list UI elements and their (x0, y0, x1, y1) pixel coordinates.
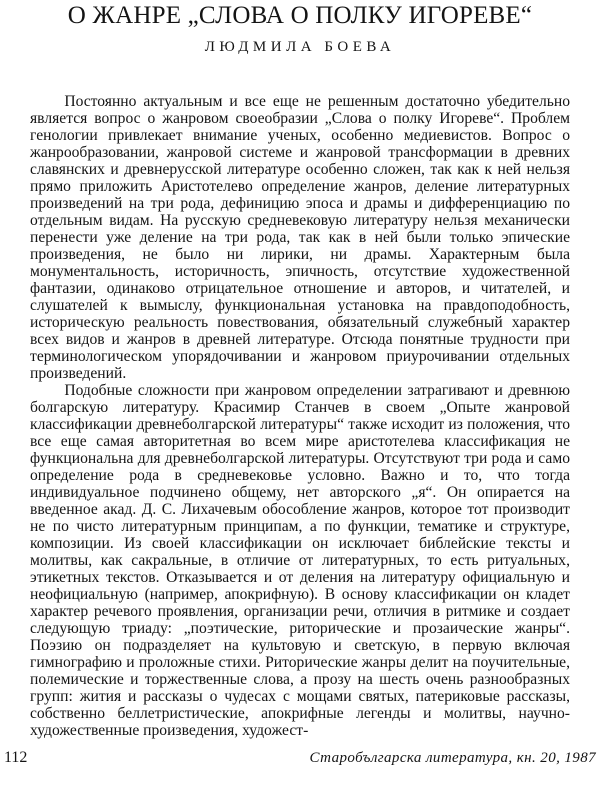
page-footer (0, 748, 600, 772)
body-paragraph: Постоянно актуальным и все еще не решенным достаточно убедительно является вопрос о жанровом своеобразии „Слова о полку Игореве“. Проблем генологии привлекает внимание ученых, особенно медиевистов. Вопрос о жанрообразовании, жанровой системе и жанровой трансформации в древних славянских и древнерусской литературе особенно сложен, так как к ней нельзя прямо приложить Аристотелево определение жанров, деление литературных произведений на три рода, дефиницию эпоса и драмы и дифференциацию по отдельным видам. На русскую средневековую литературу нельзя механически перенести уже деление на три рода, так как в ней были только эпические произведения, не было ни лирики, ни драмы. Характерным была монументальность, историчность, эпичность, отсутствие художественной фантазии, одинаково отрицательное отношение и авторов, и читателей, и слушателей к вымыслу, функциональная установка на правдоподобность, историческую реальность повествования, обязательный служебный характер всех видов и жанров в древней литературе. Отсюда понятные трудности при терминологическом упорядочивании и жанровом приурочивании отдельных произведений. (30, 93, 570, 382)
journal-citation: Старобългарска литература, кн. 20, 1987 (309, 750, 596, 766)
article-author: ЛЮДМИЛА БОЕВА (204, 39, 396, 55)
page-number: 112 (4, 749, 28, 766)
article-title: О ЖАНРЕ „СЛОВА О ПОЛКУ ИГОРЕВЕ“ (67, 2, 533, 29)
body-paragraph: Подобные сложности при жанровом определении затрагивают и древнюю болгарскую литературу. Красимир Станчев в своем „Опыте жанровой классификации древнеболгарской литературы“ также исходит из положения, что все еще самая авторитетная во всем мире аристотелева классификация не функциональна для древнеболгарской литературы. Отсутствуют три рода и само определение рода в средневековье условно. Важно и то, что тогда индивидуальное подчинено общему, нет авторского „я“. Он опирается на введенное акад. Д. С. Лихачевым обособление жанров, которое тот производит не по чисто литературным принципам, а по функции, тематике и структуре, композиции. Из своей классификации он исключает библейские тексты и молитвы, как сакральные, в отличие от литературных, то есть ритуальных, этикетных текстов. Отказывается и от деления на литературу официальную и неофициальную (например, апокрифную). В основу классификации он кладет характер речевого проявления, организации речи, отличия в ритмике и создает следующую триаду: „поэтические, риторические и прозаические жанры“. Поэзию он подразделяет на культовую и светскую, в первую включая гимнографию и проложные стихи. Риторические жанры делит на поучительные, полемические и торжественные слова, а прозу на шесть очень разнообразных групп: жития и рассказы о чудесах с мощами святых, патериковые рассказы, собственно беллетристические, апокрифные легенды и молитвы, научно-художественные произведения, художест- (30, 382, 570, 739)
article-body (30, 93, 570, 739)
